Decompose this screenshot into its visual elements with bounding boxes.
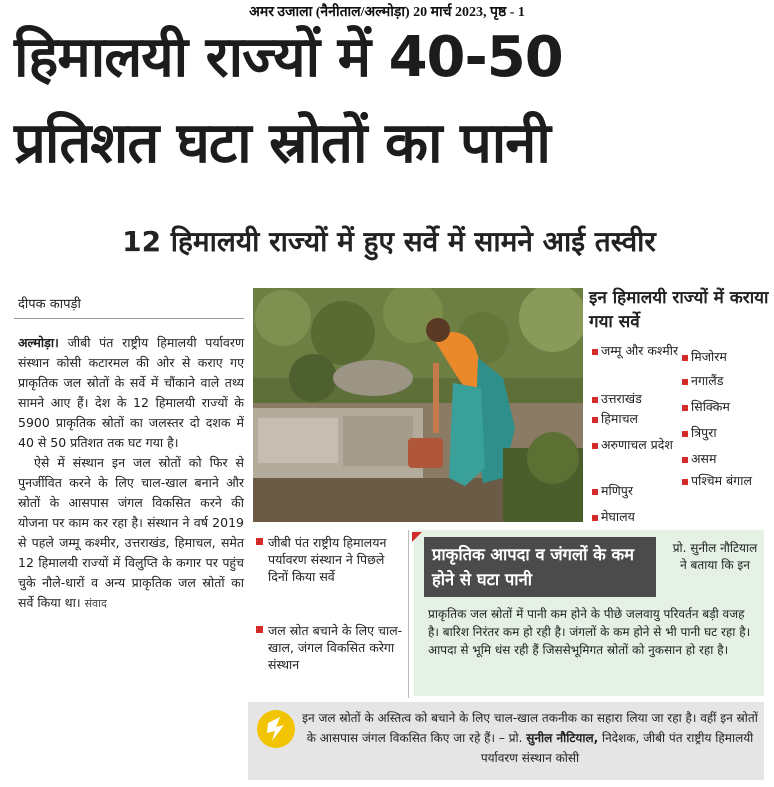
state-item: त्रिपुरा (682, 424, 772, 441)
states-title: इन हिमालयी राज्यों में कराया गया सर्वे (589, 288, 769, 332)
state-item: सिक्किम (682, 398, 772, 415)
state-item: हिमाचल (592, 410, 680, 427)
highlight-item: जीबी पंत राष्ट्रीय हिमालयन पर्यावरण संस्थान ने पिछले दिनों किया सर्वे (256, 534, 406, 585)
headline-line-2: प्रतिशत घटा स्रोतों का पानी (14, 111, 550, 176)
headline-line-1: हिमालयी राज्यों में 40-50 (14, 25, 563, 90)
red-square-icon (592, 489, 598, 495)
quote-name: सुनील नौटियाल, (526, 731, 599, 745)
sidebar-box-note: प्रो. सुनील नौटियाल ने बताया कि इन (672, 541, 758, 572)
state-item: उत्तराखंड (592, 390, 680, 407)
quote-body: इन जल स्रोतों के अस्तित्व को बचाने के लिए चाल-खाल तकनीक का सहारा लिया जा रहा है। वहीं इन स्रोतों के आसपास जंगल विकसित किए जा रहे हैं। – प्रो. (302, 711, 758, 745)
state-item: मणिपुर (592, 482, 680, 499)
paragraph-1-text: जीबी पंत राष्ट्रीय हिमालयी पर्यावरण संस्थान कोसी कटारमल की ओर से कराए गए प्राकृतिक जल स्रोतों के सर्वे में चौंकाने वाले तथ्य सामने आए हैं। देश के 12 हिमालयी राज्यों के 5900 प्राकृतिक स्रोतों का जलस्तर दो दशक में 40 से 50 प्रतिशत तक घट गया है। (18, 335, 244, 450)
red-square-icon (592, 417, 598, 423)
red-square-icon (256, 538, 263, 545)
red-square-icon (682, 431, 688, 437)
red-square-icon (682, 479, 688, 485)
article-body (18, 333, 244, 614)
red-triangle-icon (412, 532, 422, 542)
subheadline: 12 हिमालयी राज्यों में हुए सर्वे में सामने आई तस्वीर (122, 225, 656, 258)
sidebar-box-heading: प्राकृतिक आपदा व जंगलों के कम होने से घटा पानी (424, 537, 656, 597)
sidebar-box-text: प्राकृतिक जल स्रोतों में पानी कम होने के पीछे जलवायु परिवर्तन बड़ी वजह है। बारिश निरंतर कम हो रही है। जंगलों के कम होने से भी पानी घट रहा है। आपदा से भूमि धंस रही हैं जिससेभूमिगत स्रोतों को नुकसान हो रहा है। (428, 607, 751, 657)
column-divider (408, 530, 409, 698)
red-square-icon (592, 515, 598, 521)
quote-designation: निदेशक, जीबी पंत राष्ट्रीय हिमालयी पर्यावरण संस्थान कोसी (480, 731, 754, 765)
state-item: मिजोरम (682, 348, 772, 365)
state-item: असम (682, 450, 772, 467)
state-item: नगालैंड (682, 372, 772, 389)
red-square-icon (592, 397, 598, 403)
amar-ujala-logo-icon (256, 709, 296, 749)
paragraph-1 (18, 333, 244, 453)
state-item: जम्मू और कश्मीर (592, 342, 680, 359)
red-square-icon (682, 379, 688, 385)
red-square-icon (682, 355, 688, 361)
masthead: अमर उजाला (नैनीताल/अल्मोड़ा) 20 मार्च 2023, पृष्ठ - 1 (249, 5, 525, 20)
red-square-icon (682, 457, 688, 463)
paragraph-2 (18, 453, 244, 614)
paragraph-2-text: ऐसे में संस्थान इन जल स्रोतों को फिर से पुनर्जीवित करने के लिए चाल-खाल बनाने और स्रोतों के आसपास जंगल विकसित करने की योजना पर काम कर रहा है। संस्थान ने वर्ष 2019 से पहले जम्मू कश्मीर, उत्तराखंड, हिमाचल, समेत 12 हिमालयी राज्यों में विलुप्ति के कगार पर पहुंच चुके नौले-धारों व अन्य प्राकृतिक जल स्रोतों का सर्वे किया था। (18, 455, 244, 610)
dateline: अल्मोड़ा। (18, 335, 59, 350)
red-square-icon (256, 626, 263, 633)
woman-collecting-spring-water-photo (253, 288, 583, 522)
state-item: पश्चिम बंगाल (682, 472, 762, 489)
credit: संवाद (84, 597, 107, 610)
state-item: अरुणाचल प्रदेश (592, 436, 680, 453)
red-square-icon (592, 443, 598, 449)
state-item: मेघालय (592, 508, 680, 525)
red-square-icon (592, 349, 598, 355)
byline-rule (14, 318, 244, 319)
red-square-icon (682, 405, 688, 411)
byline: दीपक कापड़ी (18, 297, 81, 312)
highlight-item: जल स्रोत बचाने के लिए चाल-खाल, जंगल विकसित करेगा संस्थान (256, 622, 406, 673)
quote-text (302, 708, 758, 768)
